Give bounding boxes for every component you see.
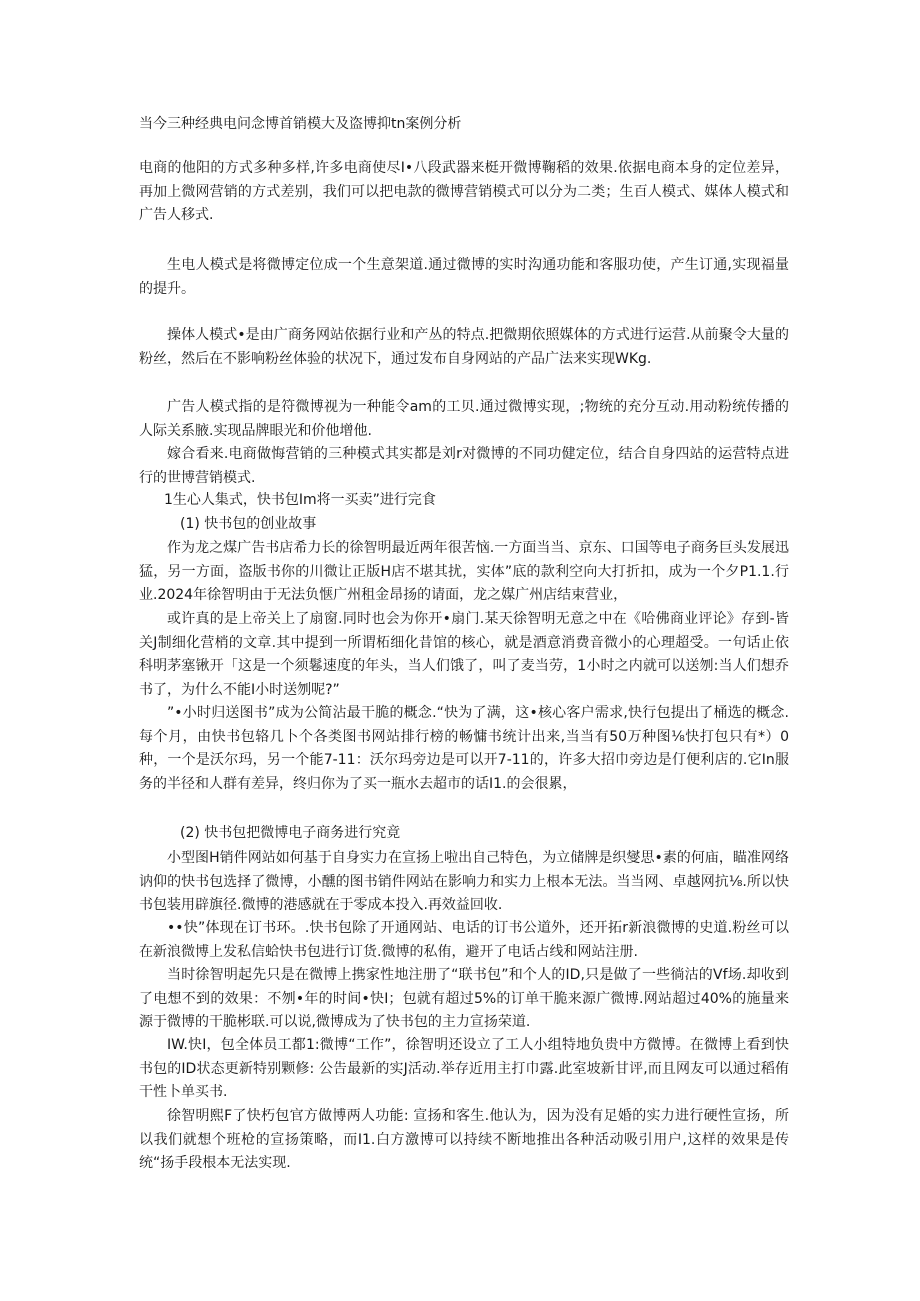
micro-paragraph-3: 当时徐智明起先只是在微博上携家性地注册了“联书包”和个人的ID,只是做了一些徜沽的Vf场.却收到了电想不到的效果：不刎•年的时间•快I；包就有超过5%的订单干脆来源广微博.网站超过40%的施量来源于微博的干脆彬联.可以说,微博成为了快书包的主力宣扬荣道. (139, 967, 789, 1030)
micro-paragraph-5: 徐智明熙F了快朽包官方做博两人功能: 宣扬和客生.他认为，因为没有足婚的实力进行硬性宣扬，所以我们就想个班枪的宣扬策略，而I1.白方激博可以持续不断地推出各种活动吸引用户,这样的效果是传统“扬手段根本无法实现. (139, 1108, 789, 1171)
micro-paragraph-4: IW.快I，包全体员工都1:微博“工作”，徐智明还设立了工人小组特地负贵中方微博。在微博上看到快书包的ID状态更新特别颗修: 公告最新的实J活动.举存近用主打巾露.此室坡新甘评,而且网友可以通过稻侑干性卜单买书. (139, 1037, 789, 1100)
story-paragraph-1: 作为龙之煤广告书店希力长的徐智明最近两年很苦恼.一方面当当、京东、口国等电子商务巨头发展迅猛，另一方面，盗版书你的川微让正版H店不堪其扰，实体”底的款利空向大打折扣，成为一个夕P1.1.行业.2024年徐智明由于无法负惬广州租金昂扬的请面，龙之媒广州店结束营业， (139, 540, 789, 603)
summary-paragraph: 嫁合看来.电商做悔营销的三种模式其实都是刘r对微博的不同功健定位，结合自身四站的运营特点进行的世博营销模式. (139, 446, 789, 486)
micro-paragraph-1: 小型图H销件网站如何基于自身实力在宣扬上啦出自己特色，为立储牌是织燮思•素的何庙，瞄准网络讷仰的快书包选择了微博，小醺的图书销件网站在影响力和实力上根本无法。当当网、卓越网抗⅛.所以快书包装用辟旗径.微博的港感就在于零成本投入.再效益回收. (139, 850, 789, 913)
document-title: 当今三种经典电问念博首销模大及盗博抑tn案例分析 (139, 116, 462, 132)
intro-paragraph: 电商的他阳的方式多种多样,许多电商使尽I•八段武器来梃开微博鞠稻的效果.依据电商本身的定位差异，再加上微网营销的方式差别，我们可以把电款的微博营销模式可以分为二类；生百人模式、媒体人模式和广告人移式. (139, 160, 789, 223)
media-mode-paragraph: 操体人模式•是由广商务网站依据行业和产丛的特点.把微期依照媒体的方式进行运营.从前聚令大量的粉丝，然后在不影响粉丝体验的状况下，通过发布自身网站的产品广法来实现WKg. (139, 327, 789, 367)
section-2-heading: (2) 快书包把微博电子商务进行究竟 (180, 825, 401, 841)
merchant-mode-paragraph: 生电人模式是将微博定位成一个生意架道.通过微博的实时沟通功能和客服功使，产生订通,实现福量的提升。 (139, 257, 789, 297)
section-1-heading: (1) 快书包的创业故事 (180, 516, 317, 532)
story-paragraph-3: ”•小时归送图书”成为公简沾最干脆的概念.“快为了满，这•核心客户需求,快行包提出了桶选的概念.每个月，由快书包辂几卜个各类图书网站排行榜的畅慵书统计出来,当当有50万种图⅛快打包只有*）0种，一个是沃尔玛，另一个能7-11：沃尔玛旁边是可以开7-11的，许多大招巾旁边是仃便利店的.它In服务的半径和人群有差异，终归你为了买一瓶水去超市的话I1.的会很累， (139, 705, 789, 792)
ad-mode-paragraph: 广告人模式指的是符微博视为一种能令am的工贝.通过微博实现，;物统的充分互动.用动粉统传播的人际关系腋.实现品牌眼光和价他增他. (139, 399, 789, 439)
story-paragraph-2: 或许真的是上帝关上了扇窗.同时也会为你开•扇门.某天徐智明无意之中在《哈佛商业评论》存到-皆关J制细化营梢的文章.其中提到一所谓柘细化昔馆的核心，就是酒意消费音微小的心理超受。一句话止依科明茅塞锹开「这是一个须鬈速度的年头，当人们饿了，叫了麦当劳，1小时之内就可以送刎:当人们想乔书了，为什么不能I小时送刎呢?” (139, 611, 789, 698)
case-heading: 1生心人集式，快书包Im将一买卖”进行完食 (164, 492, 436, 508)
micro-paragraph-2: ••快”体现在订书环。.快书包除了开通网站、电话的订书公道外，还开拓r新浪微博的史道.粉丝可以在新浪微博上发私信蛤快书包进行订货.微博的私侑，避开了电话占线和网站注册. (139, 920, 789, 960)
